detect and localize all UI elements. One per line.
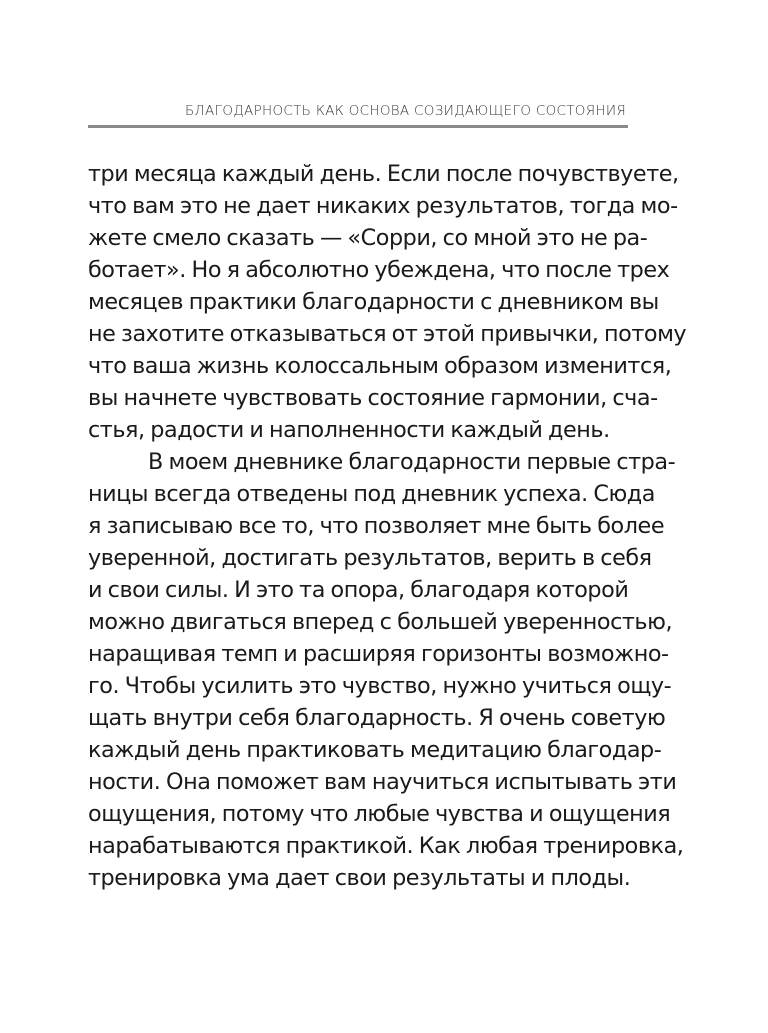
text-line: каждый день практиковать медитацию благодар- — [88, 737, 662, 763]
running-header-title: БЛАГОДАРНОСТЬ КАК ОСНОВА СОЗИДАЮЩЕГО СОСТОЯНИЯ — [184, 103, 626, 119]
text-line: тренировка ума дает свои результаты и плоды. — [88, 865, 631, 891]
text-line: жете смело сказать — «Сорри, со мной это не ра- — [88, 225, 648, 251]
text-line: ощущения, потому что любые чувства и ощущения — [88, 801, 671, 827]
text-line: три месяца каждый день. Если после почувствуете, — [88, 161, 679, 187]
text-line: наращивая темп и расширяя горизонты возможно- — [88, 641, 669, 667]
text-line: ницы всегда отведены под дневник успеха. Сюда — [88, 481, 655, 507]
text-line: вы начнете чувствовать состояние гармонии, сча- — [88, 385, 658, 411]
text-line: и свои силы. И это та опора, благодаря которой — [88, 577, 629, 603]
header-divider — [88, 125, 628, 128]
paragraph-2 — [88, 446, 684, 894]
text-line: го. Чтобы усилить это чувство, нужно учиться ощу- — [88, 673, 672, 699]
text-line: нарабатываются практикой. Как любая тренировка, — [88, 833, 684, 859]
text-line: щать внутри себя благодарность. Я очень советую — [88, 705, 666, 731]
text-line: можно двигаться вперед с большей уверенностью, — [88, 609, 673, 635]
page-body-text — [88, 158, 687, 894]
text-line: я записываю все то, что позволяет мне быть более — [88, 513, 665, 539]
text-line: уверенной, достигать результатов, верить в себя — [88, 545, 652, 571]
text-line: стья, радости и наполненности каждый день. — [88, 417, 610, 443]
text-line: что вам это не дает никаких результатов, тогда мо- — [88, 193, 678, 219]
text-line: ботает». Но я абсолютно убеждена, что после трех — [88, 257, 670, 283]
text-line: не захотите отказываться от этой привычки, потому — [88, 321, 687, 347]
text-line: месяцев практики благодарности с дневником вы — [88, 289, 659, 315]
text-line: ности. Она поможет вам научиться испытывать эти — [88, 769, 677, 795]
paragraph-1 — [88, 158, 687, 446]
text-line: В моем дневнике благодарности первые стра- — [148, 449, 676, 475]
text-line: что ваша жизнь колоссальным образом изменится, — [88, 353, 672, 379]
